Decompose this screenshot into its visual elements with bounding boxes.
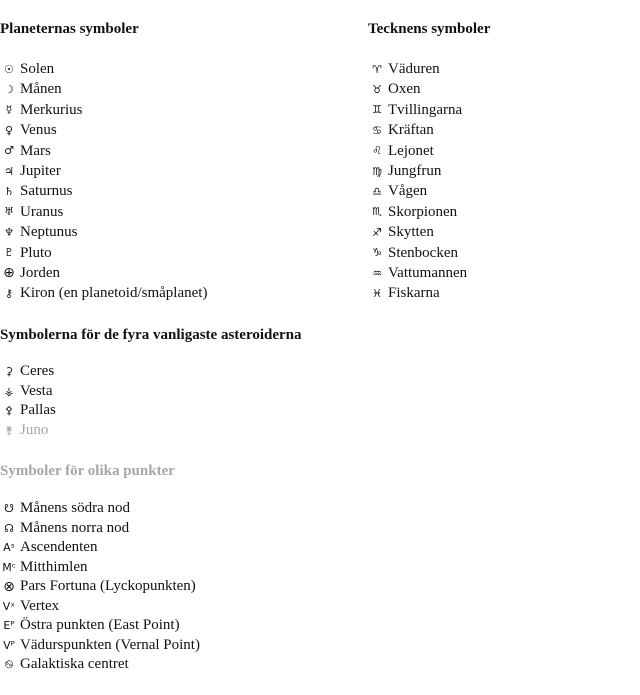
item-label: Mars [20,142,51,159]
chiron-icon: ⚷ [4,286,14,300]
item-label: Kräftan [388,122,434,139]
item-label: Jungfrun [388,162,442,179]
list-item [0,243,207,263]
list-item [368,59,490,79]
item-label: Pluto [20,244,52,261]
list-item [368,120,490,140]
list-item [368,222,490,242]
list-item [368,283,490,303]
jupiter-icon: ♃ [4,164,14,178]
ceres-icon: ⚳ [4,365,14,379]
item-label: Pars Fortuna (Lyckopunkten) [20,578,196,594]
item-label: Pallas [20,402,56,418]
item-label: Venus [20,122,57,139]
list-item [368,243,490,263]
list-item [0,636,200,656]
list-item [0,519,200,539]
list-item [368,141,490,161]
planets-heading: Planeternas symboler [0,21,139,37]
list-item [0,421,302,441]
item-label: Ceres [20,363,55,379]
south-node-icon: ☋ [4,502,14,516]
virgo-icon: ♍ [372,164,382,178]
item-label: Månen [20,81,62,98]
juno-icon: ⚵ [4,423,14,437]
list-item [368,79,490,99]
item-label: Solen [20,61,55,77]
moon-icon: ☽ [4,83,14,97]
part-of-fortune-icon: ⊗ [3,578,15,595]
sagittarius-icon: ♐ [372,225,382,239]
aries-icon: ♈ [372,62,382,76]
item-label: Oxen [388,81,421,98]
libra-icon: ♎ [372,185,382,199]
capricorn-icon: ♑ [372,246,382,260]
pluto-icon: ♇ [4,246,14,260]
list-item [0,499,200,519]
points-section [0,462,200,675]
item-label: Månens södra nod [20,500,130,516]
signs-section [368,20,490,304]
asteroids-list [0,362,302,440]
list-item [0,577,200,597]
planets-list [0,59,207,304]
list-item [0,59,207,79]
item-label: Vattumannen [388,264,468,281]
list-item [0,283,207,303]
list-item [368,161,490,181]
item-label: Vädurspunkten (Vernal Point) [20,636,200,653]
taurus-icon: ♉ [372,83,382,97]
item-label: Jupiter [20,162,61,179]
list-item [0,202,207,222]
list-item [368,100,490,120]
midheaven-icon: Mᶜ [2,560,16,574]
signs-heading: Tecknens symboler [368,21,491,37]
gemini-icon: ♊ [372,103,382,117]
list-item [0,161,207,181]
item-label: Saturnus [20,183,73,200]
list-item [0,616,200,636]
mars-icon: ♂ [4,144,14,158]
list-item [0,181,207,201]
list-item [368,263,490,283]
item-label: Mitthimlen [20,558,88,575]
item-label: Ascendenten [20,539,98,555]
item-label: Skytten [388,224,434,241]
vesta-icon: ⚶ [4,384,14,398]
vernal-point-icon: Vᴾ [3,638,15,652]
list-item [368,202,490,222]
item-label: Månens norra nod [20,519,130,536]
planets-section [0,20,207,304]
points-list [0,499,200,675]
pisces-icon: ♓ [372,286,382,300]
east-point-icon: Eᴾ [3,619,15,633]
earth-icon: ⊕ [3,265,15,282]
list-item [0,263,207,283]
galactic-center-icon: ࿊ [4,658,14,672]
scorpio-icon: ♏ [372,205,382,219]
pallas-icon: ⚴ [4,404,14,418]
item-label: Fiskarna [388,285,440,302]
item-label: Neptunus [20,224,78,241]
item-label: Merkurius [20,101,83,118]
list-item [0,141,207,161]
venus-icon: ♀ [4,123,14,137]
saturn-icon: ♄ [4,185,14,199]
item-label: Väduren [388,61,440,77]
item-label: Lejonet [388,142,434,159]
list-item [0,120,207,140]
item-label: Vertex [20,597,60,614]
item-label: Skorpionen [388,203,458,220]
points-heading: Symboler för olika punkter [0,463,175,479]
item-label: Jorden [20,264,60,281]
list-item [0,558,200,578]
list-item [0,362,302,382]
item-label: Tvillingarna [388,101,463,118]
item-label: Stenbocken [388,244,458,261]
uranus-icon: ♅ [4,205,14,219]
item-label: Vågen [388,183,428,200]
list-item [0,79,207,99]
sun-icon: ☉ [4,62,14,76]
list-item [0,222,207,242]
list-item [0,538,200,558]
item-label: Galaktiska centret [20,656,129,672]
north-node-icon: ☊ [4,521,14,535]
asteroids-section [0,326,302,440]
item-label: Juno [20,421,49,438]
signs-list [368,59,490,304]
list-item [368,181,490,201]
item-label: Kiron (en planetoid/småplanet) [20,285,208,302]
neptune-icon: ♆ [4,225,14,239]
asteroids-heading: Symbolerna för de fyra vanligaste asteroiderna [0,327,302,343]
list-item [0,100,207,120]
list-item [0,597,200,617]
item-label: Vesta [20,382,53,399]
list-item [0,401,302,421]
mercury-icon: ☿ [5,103,13,117]
leo-icon: ♌ [372,144,382,158]
list-item [0,655,200,675]
list-item [0,382,302,402]
item-label: Östra punkten (East Point) [20,617,180,633]
aquarius-icon: ♒ [372,266,382,280]
item-label: Uranus [20,203,64,220]
vertex-icon: Vˣ [2,599,16,613]
cancer-icon: ♋ [372,123,382,137]
ascendant-icon: Aˢ [3,541,15,555]
